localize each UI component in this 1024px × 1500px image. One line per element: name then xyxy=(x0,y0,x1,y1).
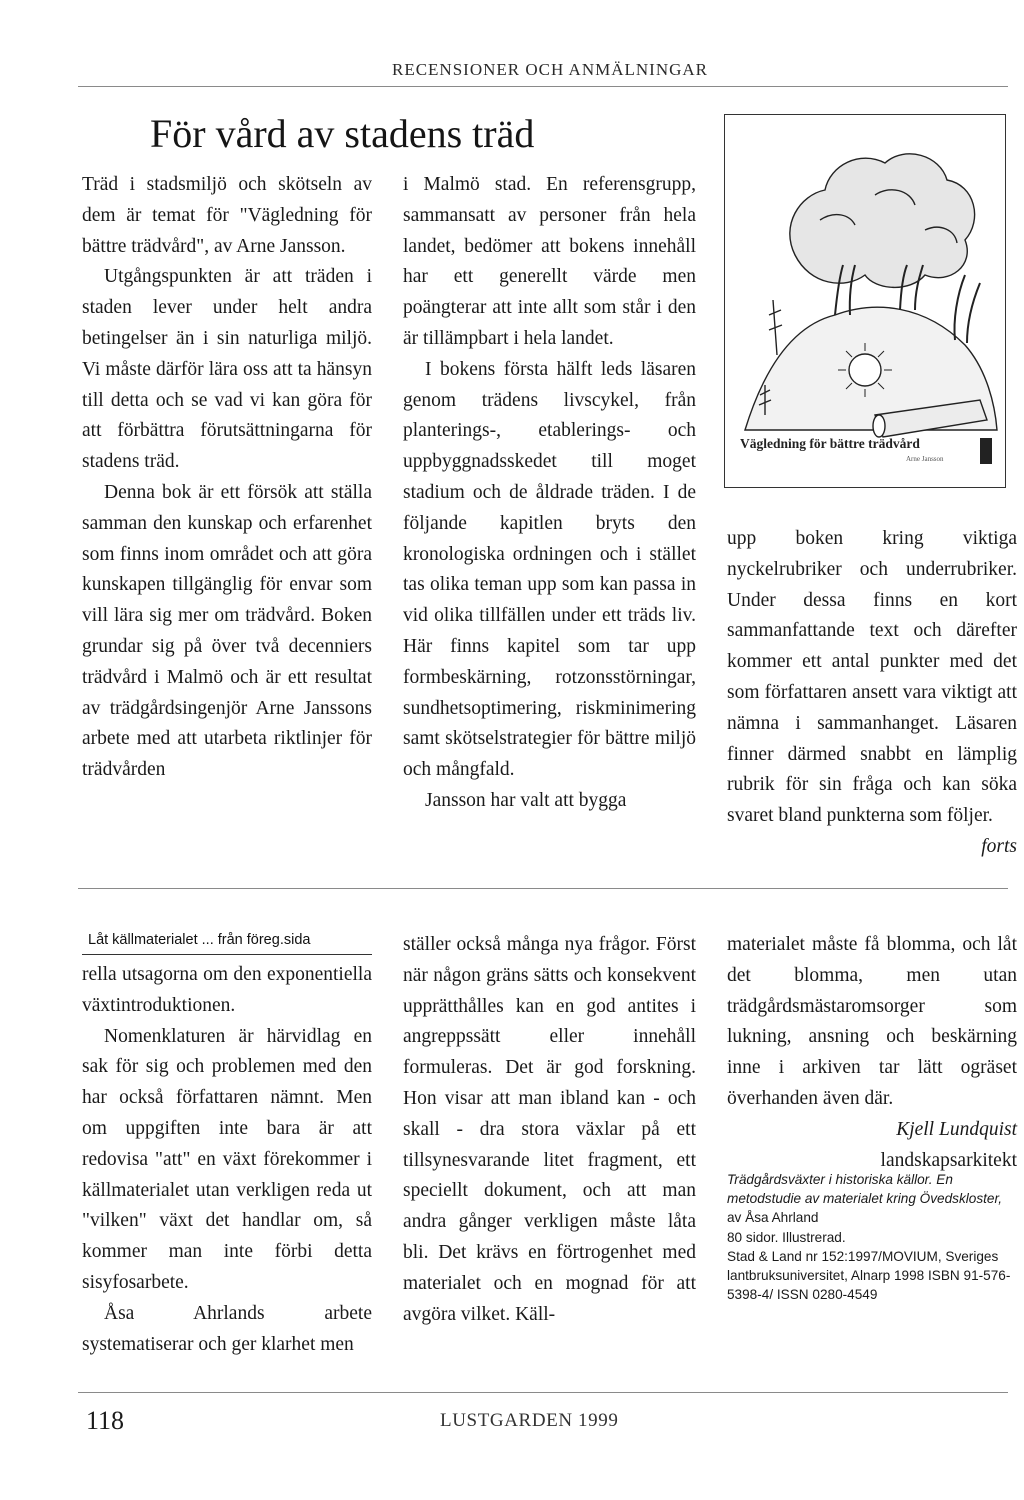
tree-illustration xyxy=(725,115,1005,487)
book-details xyxy=(727,1170,1017,1304)
article-paragraph: i Malmö stad. En referensgrupp, sammansatt av personer från hela landet, bedömer att bokens innehåll har ett generellt värde men poängterar att inte allt som står i den är tillämpbart i hela landet. xyxy=(403,174,696,349)
article-paragraph: Träd i stadsmiljö och skötseln av dem är temat för "Vägledning för bättre trädvård", av Arne Jansson. xyxy=(82,174,372,257)
review-paragraph: materialet måste få blomma, och låt det blomma, men utan trädgårdsmästaromsorger som lukning, ansning och beskärning inne i arkiven tar lätt ogräset överhanden även där. xyxy=(727,934,1017,1109)
header-rule xyxy=(78,86,1008,87)
reviewer-name: Kjell Lundquist xyxy=(896,1118,1017,1140)
review-column-2 xyxy=(403,930,696,1330)
footer-rule xyxy=(78,1392,1008,1393)
figure-author: Arne Jansson xyxy=(906,455,944,463)
reviewer-role: landskapsarkitekt xyxy=(880,1149,1017,1171)
article-title: För vård av stadens träd xyxy=(150,111,535,156)
section-divider xyxy=(78,888,1008,889)
article-paragraph: I bokens första hälft leds läsaren genom trädens livscykel, från planterings-, etablerings- och uppbyggnadsskedet till moget stadium och de åldrade träden. I de följande kapitlen bryts den kronologiska ordningen och i stället tas olika teman upp som kan passa in vid olika tillfällen under ett träds liv. Här finns kapitel som tar upp formbeskärning, rotzonsstörningar, sundhetsoptimering, riskminimering samt skötselstrategier för bättre miljö och mångfald. xyxy=(403,358,696,781)
label-rule xyxy=(82,954,372,955)
book-title: Trädgårdsväxter i historiska källor. En metodstudie av materialet kring Övedskloster, xyxy=(727,1172,1003,1207)
running-head: RECENSIONER OCH ANMÄLNINGAR xyxy=(391,60,708,79)
page-number: 118 xyxy=(86,1406,125,1435)
review-paragraph: ställer också många nya frågor. Först när någon gräns sätts och konsekvent upprätthålles kan en god antites i angreppssätt eller innehåll formuleras. Det är god forskning. Hon visar att man ibland kan - och skall - dra stora växlar på ett tillsynesvarande litet fragment, ett speciellt dokument, och att man andra gånger verkligen måste låta bli. Det krävs en förtrogenhet med materialet och en mognad för att avgöra vilket. Käll- xyxy=(403,934,696,1325)
review-column-3 xyxy=(727,930,1017,1176)
figure-caption: Vägledning för bättre trädvård xyxy=(740,436,920,451)
book-publisher: Stad & Land nr 152:1997/MOVIUM, Sveriges lantbruksuniversitet, Alnarp 1998 ISBN 91-576-5398-4/ ISSN 0280-4549 xyxy=(727,1248,1011,1303)
book-cover-figure xyxy=(724,114,1006,488)
article-paragraph-text: upp boken kring viktiga nyckelrubriker och underrubriker. Under dessa finns en kort sammanfattande text och därefter kommer ett antal punkter med det som författaren ansett vara viktigt att nämna i sammanhanget. Läsaren finner därmed snabbt en lämplig rubrik för sin fråga och kan söka svaret bland punkterna som följer. xyxy=(727,528,1017,827)
article-paragraph: Denna bok är ett försök att ställa samman den kunskap och erfarenhet som finns inom området och att göra kunskapen tillgänglig för envar som vill lära sig mer om trädvård. Boken grundar sig på över två decenniers trädvård i Malmö och är ett resultat av trädgårdsingenjör Arne Janssons arbete med att utarbeta riktlinjer för trädvården xyxy=(82,481,372,781)
article-paragraph xyxy=(727,524,1017,857)
continued-marker: forts xyxy=(981,835,1017,857)
article-column-2 xyxy=(403,170,696,817)
article-column-3 xyxy=(727,524,1017,863)
book-title-line xyxy=(727,1170,1017,1228)
continuation-label: Låt källmaterialet ... från föreg.sida xyxy=(88,932,311,948)
article-paragraph: Utgångspunkten är att träden i staden lever under helt andra betingelser än i sin naturliga miljö. Vi måste därför lära oss att ta hänsyn till detta och se vad vi kan göra för att förbättra förutsättningarna för stadens träd. xyxy=(82,266,372,473)
publisher-logo-icon xyxy=(980,438,992,464)
article-paragraph: Jansson har valt att bygga xyxy=(425,789,627,811)
review-column-1 xyxy=(82,960,372,1360)
review-paragraph: Nomenklaturen är härvidlag en sak för sig och problemen med den har också författaren nämnt. Men om uppgiften inte bara är att redovisa "att" en växt förekommer i källmaterialet utan verkligen reda ut "vilken" växt det handlar om, så kommer man inte förbi detta sisyfosarbete. xyxy=(82,1025,372,1293)
article-column-1 xyxy=(82,170,372,786)
magazine-footer: LUSTGARDEN 1999 xyxy=(440,1410,619,1431)
book-author: av Åsa Ahrland xyxy=(727,1210,819,1226)
review-paragraph: rella utsagorna om den exponentiella växtintroduktionen. xyxy=(82,964,372,1016)
review-paragraph: Åsa Ahrlands arbete systematiserar och ger klarhet men xyxy=(82,1302,372,1355)
book-pages: 80 sidor. Illustrerad. xyxy=(727,1229,846,1245)
